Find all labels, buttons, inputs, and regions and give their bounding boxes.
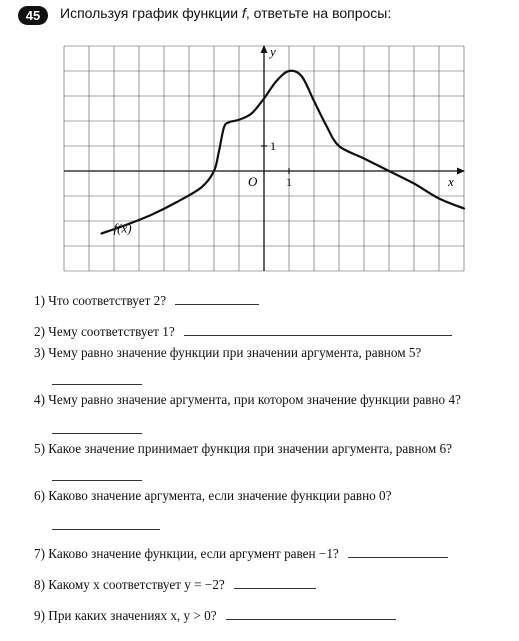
answer-blank-7[interactable] bbox=[348, 556, 448, 558]
question-number: 3) bbox=[34, 345, 45, 360]
question-text: Чему равно значение функции при значении аргумента, равном 5? bbox=[48, 345, 422, 360]
answer-blank-8[interactable] bbox=[234, 587, 316, 589]
answer-blank-3[interactable] bbox=[52, 384, 142, 385]
axes bbox=[64, 45, 465, 271]
x-axis-label: x bbox=[448, 174, 454, 189]
task-title-function: f bbox=[241, 5, 246, 21]
question-number: 1) bbox=[34, 293, 45, 308]
task-number-badge: 45 bbox=[18, 6, 48, 25]
question-text: Что соответствует 2? bbox=[48, 293, 167, 308]
question-8 bbox=[34, 577, 316, 593]
question-number: 8) bbox=[34, 577, 45, 592]
question-text: Каково значение функции, если аргумент равен −1? bbox=[48, 546, 339, 561]
question-5 bbox=[34, 441, 452, 457]
origin-label: O bbox=[248, 174, 258, 189]
question-text: Какому x соответствует y = −2? bbox=[48, 577, 225, 592]
task-title-suffix: , ответьте на вопросы: bbox=[245, 5, 392, 21]
question-number: 2) bbox=[34, 324, 45, 339]
question-text: Какое значение принимает функция при значении аргумента, равном 6? bbox=[48, 441, 452, 456]
task-title-prefix: Используя график функции bbox=[60, 5, 242, 21]
answer-blank-2[interactable] bbox=[184, 334, 452, 336]
question-text: При каких значениях x, y > 0? bbox=[48, 608, 217, 623]
answer-blank-4[interactable] bbox=[52, 433, 142, 434]
function-curve bbox=[102, 71, 465, 234]
answer-blank-1[interactable] bbox=[175, 303, 259, 305]
answer-blank-5[interactable] bbox=[52, 480, 142, 481]
answer-blank-6[interactable] bbox=[52, 529, 160, 530]
question-3 bbox=[34, 345, 421, 361]
question-number: 6) bbox=[34, 488, 45, 503]
question-number: 7) bbox=[34, 546, 45, 561]
question-number: 4) bbox=[34, 392, 45, 407]
question-4 bbox=[34, 392, 461, 408]
y-tick-label-1: 1 bbox=[270, 139, 276, 153]
question-text: Чему соответствует 1? bbox=[48, 324, 175, 339]
question-7 bbox=[34, 546, 448, 562]
x-tick-label-1: 1 bbox=[286, 175, 292, 189]
question-text: Чему равно значение аргумента, при котором значение функции равно 4? bbox=[48, 392, 461, 407]
question-2 bbox=[34, 324, 452, 340]
question-number: 9) bbox=[34, 608, 45, 623]
question-text: Каково значение аргумента, если значение функции равно 0? bbox=[48, 488, 392, 503]
question-number: 5) bbox=[34, 441, 45, 456]
series-label-fx: f(x) bbox=[113, 220, 132, 236]
y-axis-label: y bbox=[270, 44, 276, 59]
question-1 bbox=[34, 293, 259, 309]
question-6 bbox=[34, 488, 392, 504]
question-9 bbox=[34, 608, 396, 624]
answer-blank-9[interactable] bbox=[226, 618, 396, 620]
function-graph bbox=[0, 0, 519, 290]
